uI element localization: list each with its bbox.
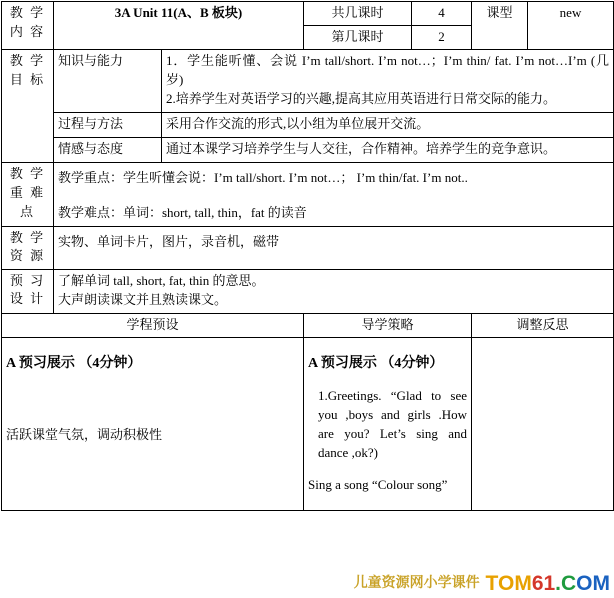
watermark-om: OM (576, 572, 610, 595)
resources-line1: 实物、单词卡片，图片，录音机，磁带 (58, 233, 280, 249)
difficulty-label (2, 162, 54, 226)
plan-process-note: 活跃课堂气氛，调动积极性 (6, 427, 163, 443)
resources-content (54, 226, 614, 269)
plan-header-strategy: 导学策略 (304, 314, 472, 338)
goal-name-knowledge: 知识与能力 (54, 49, 162, 113)
lesson-title: 3A Unit 11(A、B 板块) (54, 2, 304, 50)
plan-body-row (2, 338, 614, 511)
header-label-cell (2, 2, 54, 50)
goal-row-process (2, 113, 614, 138)
watermark-61: 61 (531, 572, 556, 595)
goal-knowledge-line2: 2.培养学生对英语学习的兴趣,提高其应用英语进行日常交际的能力。 (166, 91, 557, 107)
difficulty-content (54, 162, 614, 226)
plan-strategy-title: A 预习展示 （4分钟） (308, 356, 444, 372)
goal-row-knowledge (2, 49, 614, 113)
watermark-dotc: .C (555, 572, 577, 595)
goal-attitude-line1: 通过本课学习培养学生与人交往，合作精神。培养学生的竞争意识。 (166, 141, 557, 157)
goal-content-process (162, 113, 614, 138)
lesson-plan-table (1, 1, 614, 511)
goal-content-attitude (162, 138, 614, 163)
watermark-tom: TOM (485, 572, 532, 595)
resources-label-text: 教 学 资 源 (9, 229, 46, 264)
current-period-value: 2 (412, 25, 472, 49)
preview-content (54, 269, 614, 314)
plan-process-title: A 预习展示 （4分钟） (6, 356, 142, 372)
plan-col-strategy (304, 338, 472, 511)
header-row-1 (2, 2, 614, 26)
goal-row-attitude (2, 138, 614, 163)
preview-row (2, 269, 614, 314)
preview-line1: 了解单词 tall, short, fat, thin 的意思。 (58, 272, 265, 288)
goals-label-text: 教 学 目 标 (9, 52, 46, 87)
total-periods-value: 4 (412, 2, 472, 26)
difficulty-row (2, 162, 614, 226)
plan-strategy-item-1: 1.Greetings. “Glad to see you ,boys and girls .How are you? Let’s sing and dance ,ok?) (318, 388, 468, 460)
preview-label-text: 预 习 设 计 (9, 272, 46, 307)
goal-name-attitude: 情感与态度 (54, 138, 162, 163)
preview-line2: 大声朗读课文并且熟读课文。 (58, 292, 228, 308)
current-period-label: 第几课时 (304, 25, 412, 49)
difficulty-line2: 教学难点：单词：short, tall, thin，fat 的读音 (58, 204, 307, 220)
header-label-line1: 教 学 (9, 5, 46, 20)
plan-header-process: 学程预设 (2, 314, 304, 338)
resources-row (2, 226, 614, 269)
plan-header-row (2, 314, 614, 338)
preview-label (2, 269, 54, 314)
header-label-line2: 内 容 (9, 23, 46, 39)
plan-col-process (2, 338, 304, 511)
resources-label (2, 226, 54, 269)
plan-strategy-item-2: Sing a song “Colour song” (308, 476, 448, 492)
watermark-chinese: 儿童资源网小学课件 (353, 574, 480, 590)
goal-knowledge-line1: 1．学生能听懂、会说 I’m tall/short. I’m not…；I’m thin/ fat. I’m not…I’m (几岁) (166, 52, 610, 87)
difficulty-line1: 教学重点：学生听懂会说：I’m tall/short. I’m not…； I’m thin/fat. I’m not.. (58, 169, 468, 185)
lesson-type-label: 课型 (472, 2, 528, 50)
goal-name-process: 过程与方法 (54, 113, 162, 138)
goal-process-line1: 采用合作交流的形式,以小组为单位展开交流。 (166, 116, 430, 132)
watermark (354, 572, 610, 596)
plan-col-reflection (472, 338, 614, 511)
plan-header-reflection: 调整反思 (472, 314, 614, 338)
goals-label (2, 49, 54, 162)
difficulty-label-text: 教 学 重 难 点 (9, 165, 46, 219)
total-periods-label: 共几课时 (304, 2, 412, 26)
lesson-type-value: new (528, 2, 614, 50)
goal-content-knowledge (162, 49, 614, 113)
